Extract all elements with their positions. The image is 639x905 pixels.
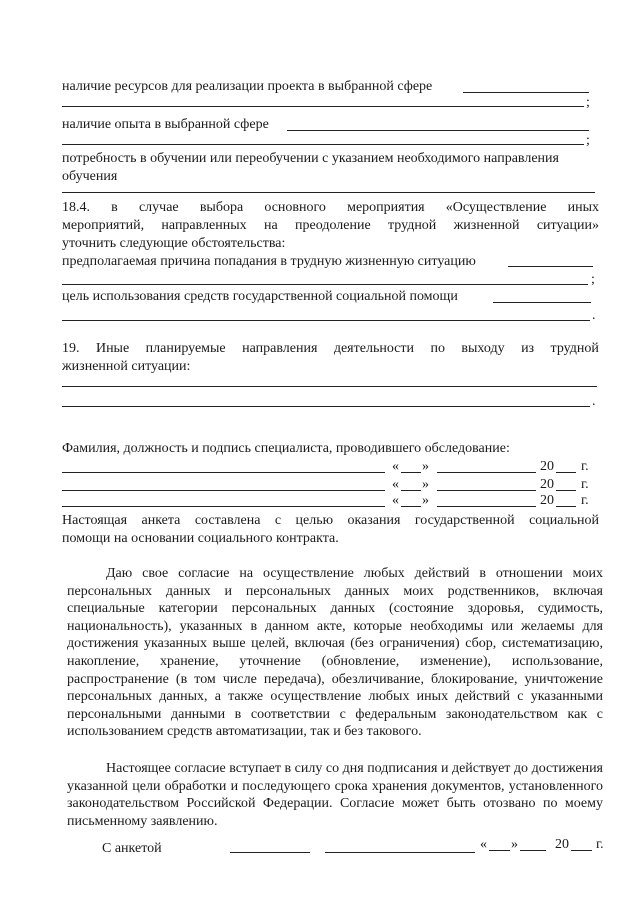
ack-quote-open: « bbox=[480, 837, 487, 852]
ack-month-line[interactable] bbox=[520, 850, 546, 851]
item-18-4-line3: уточнить следующие обстоятельства: bbox=[62, 236, 286, 251]
item-19-line2: жизненной ситуации: bbox=[62, 359, 191, 374]
resources-semicolon: ; bbox=[586, 95, 590, 110]
word: основного bbox=[264, 200, 326, 215]
word: оказания bbox=[347, 513, 401, 528]
experience-label: наличие опыта в выбранной сфере bbox=[62, 117, 269, 132]
item-19-line1 bbox=[62, 340, 599, 357]
year-suffix: г. bbox=[581, 459, 589, 474]
ack-day-line[interactable] bbox=[489, 850, 510, 851]
experience-fill-line[interactable] bbox=[287, 130, 589, 131]
word: трудной bbox=[387, 218, 437, 233]
month-line[interactable] bbox=[437, 506, 536, 507]
quote-close: » bbox=[422, 477, 429, 492]
year-suffix: г. bbox=[581, 493, 589, 508]
year-line[interactable] bbox=[556, 490, 576, 491]
resources-fill-line[interactable] bbox=[463, 92, 589, 93]
purpose-note-line1 bbox=[62, 512, 599, 529]
day-line[interactable] bbox=[401, 490, 421, 491]
word: ситуации» bbox=[536, 218, 599, 233]
word: «Осуществление bbox=[445, 200, 547, 215]
word: с bbox=[274, 513, 282, 528]
training-label-line2: обучения bbox=[62, 169, 118, 184]
year-line[interactable] bbox=[556, 472, 576, 473]
other-directions-fill-line-2[interactable] bbox=[62, 406, 590, 407]
word: по bbox=[430, 341, 445, 356]
purpose-label: цель использования средств государственной социальной помощи bbox=[62, 289, 458, 304]
word: 18.4. bbox=[62, 200, 90, 215]
word: выбора bbox=[199, 200, 244, 215]
word: мероприятия bbox=[347, 200, 425, 215]
consent-paragraph-2: Настоящее согласие вступает в силу со дня подписания и действует до достижения указанной цели обработки и последующего срока хранения документов, установленного законодательством Российской Федерации. Согласие может быть отозвано по моему письменному заявлению. bbox=[67, 761, 603, 829]
experience-semicolon: ; bbox=[586, 133, 590, 148]
item-18-4-line1 bbox=[62, 199, 599, 216]
word: иных bbox=[567, 200, 599, 215]
specialist-name-line[interactable] bbox=[62, 472, 385, 473]
quote-close: » bbox=[422, 459, 429, 474]
training-fill-line[interactable] bbox=[62, 192, 595, 193]
word: составлена bbox=[194, 513, 261, 528]
other-directions-fill-line[interactable] bbox=[62, 386, 597, 387]
year-line[interactable] bbox=[556, 506, 576, 507]
acknowledgement-signature-line[interactable] bbox=[230, 852, 310, 853]
item-18-4-line2 bbox=[62, 217, 599, 234]
word: направленных bbox=[161, 218, 247, 233]
cause-fill-line[interactable] bbox=[508, 266, 593, 267]
acknowledgement-label: С анкетой bbox=[102, 841, 162, 856]
word: жизненной bbox=[453, 218, 520, 233]
ack-quote-close: » bbox=[511, 837, 518, 852]
word: выходу bbox=[461, 341, 505, 356]
word: на bbox=[263, 218, 278, 233]
cause-label: предполагаемая причина попадания в трудную жизненную ситуацию bbox=[62, 254, 476, 269]
cause-fill-line-2[interactable] bbox=[62, 284, 588, 285]
other-directions-period: . bbox=[592, 394, 596, 409]
word: государственной bbox=[414, 513, 515, 528]
word: анкета bbox=[141, 513, 181, 528]
word: трудной bbox=[550, 341, 599, 356]
purpose-note-line2: помощи на основании социального контракта. bbox=[62, 531, 339, 546]
quote-open: « bbox=[392, 477, 399, 492]
ack-year-suffix: г. bbox=[596, 837, 604, 852]
year-prefix: 20 bbox=[540, 459, 554, 474]
specialist-label: Фамилия, должность и подпись специалиста, проводившего обследование: bbox=[62, 441, 510, 456]
training-label-line1: потребность в обучении или переобучении с указанием необходимого направления bbox=[62, 151, 559, 166]
specialist-name-line[interactable] bbox=[62, 490, 385, 491]
day-line[interactable] bbox=[401, 472, 421, 473]
resources-label: наличие ресурсов для реализации проекта в выбранной сфере bbox=[62, 79, 433, 94]
word: Иные bbox=[95, 341, 130, 356]
day-line[interactable] bbox=[401, 506, 421, 507]
month-line[interactable] bbox=[437, 490, 536, 491]
resources-fill-line-2[interactable] bbox=[62, 106, 584, 107]
word: мероприятий, bbox=[62, 218, 145, 233]
year-suffix: г. bbox=[581, 477, 589, 492]
word: целью bbox=[295, 513, 334, 528]
experience-fill-line-2[interactable] bbox=[62, 144, 584, 145]
month-line[interactable] bbox=[437, 472, 536, 473]
quote-close: » bbox=[422, 493, 429, 508]
word: в bbox=[111, 200, 118, 215]
word: из bbox=[521, 341, 535, 356]
word: планируемые bbox=[145, 341, 226, 356]
purpose-fill-line[interactable] bbox=[493, 302, 591, 303]
word: Настоящая bbox=[62, 513, 128, 528]
word: случае bbox=[138, 200, 179, 215]
word: деятельности bbox=[333, 341, 414, 356]
word: социальной bbox=[529, 513, 599, 528]
consent-paragraph-1: Даю свое согласие на осуществление любых действий в отношении моих персональных данных и персональных данных моих родственников, включая специальные категории персональных данных (состояние здоровья, судимость, национальность), указанных в данном акте, которые необходимы или желаемы для достижения указанных выше целей, включая (без ограничения) сбор, систематизацию, накопление, хранение, уточнение (обновление, изменение), использование, распространение (в том числе передача), обезличивание, блокирование, уничтожение персональных данных, а также осуществление любых иных действий с указанными персональными данными в соответствии с федеральным законодательством как с использованием средств автоматизации, так и без такового. bbox=[67, 566, 603, 740]
word: 19. bbox=[62, 341, 80, 356]
quote-open: « bbox=[392, 459, 399, 474]
acknowledgement-name-line[interactable] bbox=[325, 852, 475, 853]
word: преодоление bbox=[295, 218, 371, 233]
ack-year-line[interactable] bbox=[571, 850, 592, 851]
year-prefix: 20 bbox=[540, 493, 554, 508]
year-prefix: 20 bbox=[540, 477, 554, 492]
specialist-name-line[interactable] bbox=[62, 506, 385, 507]
ack-year-prefix: 20 bbox=[555, 837, 569, 852]
purpose-period: . bbox=[592, 308, 596, 323]
quote-open: « bbox=[392, 493, 399, 508]
cause-semicolon: ; bbox=[591, 272, 595, 287]
word: направления bbox=[242, 341, 318, 356]
purpose-fill-line-2[interactable] bbox=[62, 320, 590, 321]
